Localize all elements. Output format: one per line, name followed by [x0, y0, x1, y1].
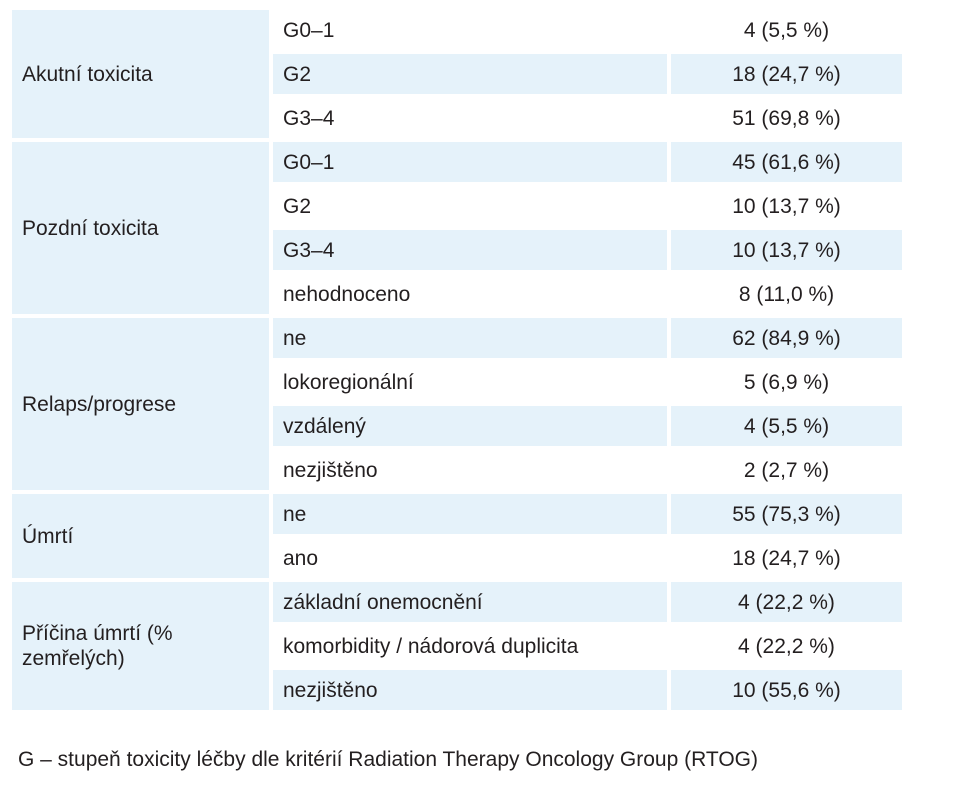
toxicity-table: [8, 6, 906, 714]
subcategory-cell: základní onemocnění: [273, 582, 667, 622]
value-cell: 2 (2,7 %): [743, 458, 830, 482]
value-cell: 4 (22,2 %): [671, 582, 902, 622]
subcategory-cell: G2: [273, 54, 667, 94]
table-row: [12, 318, 902, 358]
category-cell: Příčina úmrtí (% zemřelých): [12, 582, 269, 710]
subcategory-cell: G2: [283, 194, 312, 218]
subcategory-cell: G3–4: [273, 230, 667, 270]
subcategory-cell: komorbidity / nádorová duplicita: [283, 634, 579, 658]
subcategory-cell: G0–1: [283, 18, 335, 42]
value-cell: 4 (5,5 %): [743, 18, 830, 42]
value-cell: 4 (22,2 %): [738, 634, 835, 658]
subcategory-cell: G0–1: [273, 142, 667, 182]
value-cell: 10 (13,7 %): [671, 230, 902, 270]
category-cell: Akutní toxicita: [12, 10, 269, 138]
value-cell: 5 (6,9 %): [743, 370, 830, 394]
category-cell: Pozdní toxicita: [12, 142, 269, 314]
subcategory-cell: lokoregionální: [283, 370, 414, 394]
subcategory-cell: nehodnoceno: [283, 282, 411, 306]
subcategory-cell: G3–4: [283, 106, 335, 130]
subcategory-cell: nezjištěno: [283, 458, 378, 482]
value-cell: 51 (69,8 %): [732, 106, 841, 130]
subcategory-cell: vzdálený: [273, 406, 667, 446]
value-cell: 55 (75,3 %): [671, 494, 902, 534]
value-cell: 18 (24,7 %): [671, 54, 902, 94]
category-cell: Úmrtí: [12, 494, 269, 578]
value-cell: 4 (5,5 %): [671, 406, 902, 446]
table-row: [12, 494, 902, 534]
subcategory-cell: ne: [273, 318, 667, 358]
category-cell: Relaps/progrese: [12, 318, 269, 490]
subcategory-cell: ano: [283, 546, 319, 570]
table-row: [12, 582, 902, 622]
subcategory-cell: ne: [273, 494, 667, 534]
subcategory-cell: nezjištěno: [273, 670, 667, 710]
value-cell: 45 (61,6 %): [671, 142, 902, 182]
table-row: [12, 10, 902, 50]
value-cell: 8 (11,0 %): [738, 282, 835, 306]
value-cell: 62 (84,9 %): [671, 318, 902, 358]
value-cell: 10 (55,6 %): [671, 670, 902, 710]
value-cell: 10 (13,7 %): [732, 194, 841, 218]
table-row: [12, 142, 902, 182]
value-cell: 18 (24,7 %): [732, 546, 841, 570]
table-body: [12, 10, 902, 710]
table-footnote: G – stupeň toxicity léčby dle kritérií Radiation Therapy Oncology Group (RTOG): [18, 748, 758, 771]
